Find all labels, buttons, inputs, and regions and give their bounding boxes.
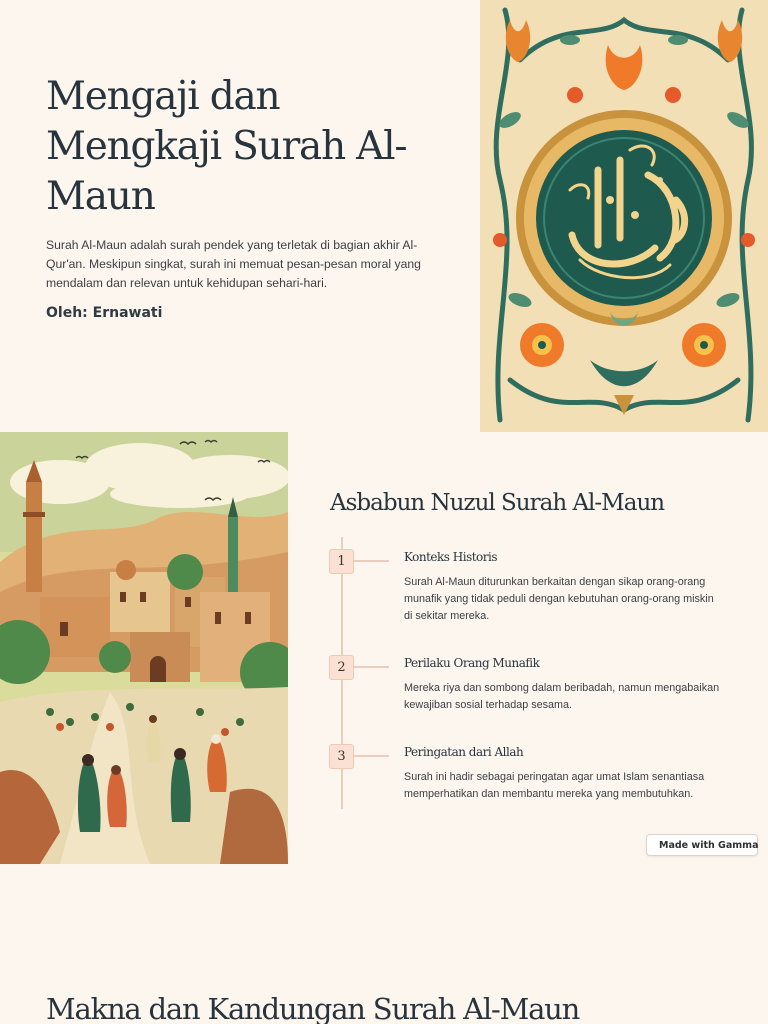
makna-heading: Makna dan Kandungan Surah Al-Maun [46, 992, 580, 1024]
step-description: Mereka riya dan sombong dalam beribadah, namun mengabaikan kewajiban sosial terhadap sesama. [404, 682, 720, 712]
step-title: Konteks Historis [404, 550, 498, 564]
badge-label: Made with Gamma [659, 839, 759, 851]
page-title: Mengaji dan Mengkaji Surah Al-Maun [46, 74, 407, 219]
village-illustration [0, 432, 288, 864]
islamic-calligraphy-illustration [480, 0, 768, 432]
calligraphy-artwork [480, 0, 768, 432]
step-connector [354, 560, 389, 562]
step-connector [354, 755, 389, 757]
step-title: Perilaku Orang Munafik [404, 656, 540, 670]
intro-paragraph: Surah Al-Maun adalah surah pendek yang terletak di bagian akhir Al-Qur'an. Meskipun singkat, surah ini memuat pesan-pesan moral yang mendalam dan relevan untuk kehidupan sehari-hari. [46, 238, 421, 290]
asbabun-nuzul-heading: Asbabun Nuzul Surah Al-Maun [330, 490, 665, 516]
step-title: Peringatan dari Allah [404, 745, 524, 759]
step-number: 1 [329, 549, 354, 574]
step-connector [354, 666, 389, 668]
village-artwork [0, 432, 288, 864]
made-with-gamma-badge[interactable] [646, 834, 758, 856]
step-number: 3 [329, 744, 354, 769]
step-description: Surah Al-Maun diturunkan berkaitan dengan sikap orang-orang munafik yang tidak peduli dengan kebutuhan orang-orang miskin di sekitar mereka. [404, 576, 714, 623]
step-description: Surah ini hadir sebagai peringatan agar umat Islam senantiasa memperhatikan dan membantu mereka yang membutuhkan. [404, 771, 705, 801]
author-label: Oleh: Ernawati [46, 305, 163, 321]
step-number: 2 [329, 655, 354, 680]
